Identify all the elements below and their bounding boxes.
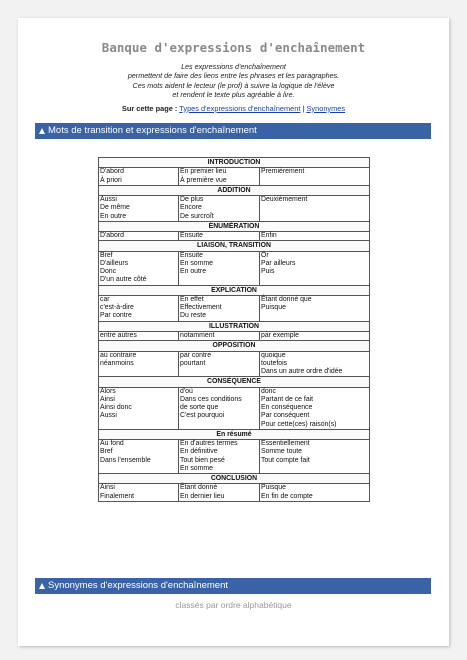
table-group-header: CONSÉQUENCE bbox=[99, 377, 370, 387]
table-cell bbox=[99, 196, 179, 222]
table-group-header-row bbox=[99, 221, 370, 231]
table-group-header-row bbox=[99, 321, 370, 331]
table-group-header-row bbox=[99, 429, 370, 439]
expression-item: Tout compte fait bbox=[261, 456, 310, 464]
expression-item: Ainsi bbox=[100, 395, 115, 403]
expression-item: D'un autre côté bbox=[100, 276, 147, 284]
section-title: Mots de transition et expressions d'enchaînement bbox=[48, 125, 257, 136]
expression-item: Pour cette(ces) raison(s) bbox=[261, 420, 337, 428]
expression-item: Puisque bbox=[261, 304, 286, 312]
expression-item: de sorte que bbox=[180, 404, 219, 412]
table-cell bbox=[260, 232, 370, 241]
table-group-header-row bbox=[99, 185, 370, 195]
expression-item: Étant donné bbox=[180, 484, 218, 492]
expression-item: En d'autres termes bbox=[180, 440, 238, 448]
expression-item: Partant de ce fait bbox=[261, 395, 314, 403]
section-subtitle: classés par ordre alphabétique bbox=[175, 600, 292, 610]
expression-item: Ensuite bbox=[180, 251, 203, 259]
expression-item: Étant donné que bbox=[261, 296, 312, 304]
expression-item: En fin de compte bbox=[261, 492, 313, 500]
table-group-header-row bbox=[99, 377, 370, 387]
table-group-header: INTRODUCTION bbox=[99, 158, 370, 168]
expression-item: En outre bbox=[180, 268, 207, 276]
table-row bbox=[99, 387, 370, 429]
expression-item: Encore bbox=[180, 204, 202, 212]
expression-item: D'abord bbox=[100, 232, 124, 240]
intro-line: Ces mots aident le lecteur (le prof) à suivre la logique de l'élève bbox=[132, 80, 335, 90]
table-group-header: LIAISON, TRANSITION bbox=[99, 241, 370, 251]
expression-item: À première vue bbox=[180, 176, 227, 184]
table-group-header: En résumé bbox=[99, 429, 370, 439]
table-cell bbox=[99, 387, 179, 429]
expression-item: De même bbox=[100, 204, 130, 212]
table-group-header-row bbox=[99, 285, 370, 295]
table-row bbox=[99, 332, 370, 341]
table-cell bbox=[179, 387, 260, 429]
expression-item: notamment bbox=[180, 332, 215, 340]
expression-item: par exemple bbox=[261, 332, 299, 340]
intro-text bbox=[18, 62, 449, 100]
expression-item: De surcroît bbox=[180, 212, 214, 220]
expression-item: Bref bbox=[100, 448, 113, 456]
page-title: Banque d'expressions d'enchaînement bbox=[101, 40, 366, 55]
expression-item: c'est-à-dire bbox=[100, 304, 134, 312]
expression-item: entre autres bbox=[100, 332, 137, 340]
expression-item: Dans un autre ordre d'idée bbox=[261, 368, 343, 376]
section-title: Synonymes d'expressions d'enchaînement bbox=[48, 580, 229, 591]
table-row bbox=[99, 168, 370, 185]
expression-item: Essentiellement bbox=[261, 440, 310, 448]
toc-link-synonymes[interactable]: Synonymes bbox=[306, 103, 346, 113]
table-cell bbox=[99, 232, 179, 241]
expression-item: En dernier lieu bbox=[180, 492, 225, 500]
table-cell bbox=[99, 251, 179, 285]
expression-item: Par contre bbox=[100, 312, 132, 320]
table-group-header: CONCLUSION bbox=[99, 473, 370, 483]
table-row bbox=[99, 484, 370, 501]
table-cell bbox=[179, 440, 260, 474]
table-cell bbox=[260, 251, 370, 285]
triangle-up-icon[interactable] bbox=[39, 583, 45, 589]
table-cell bbox=[260, 196, 370, 222]
document-page bbox=[18, 18, 449, 646]
expression-item: D'abord bbox=[100, 168, 124, 176]
table-group-header-row bbox=[99, 241, 370, 251]
table-row bbox=[99, 351, 370, 377]
expression-item: Dans ces conditions bbox=[180, 395, 242, 403]
toc-label: Sur cette page : bbox=[121, 103, 178, 113]
table-group-header: ILLUSTRATION bbox=[99, 321, 370, 331]
toc-separator: | bbox=[302, 103, 305, 113]
expression-item: Ensuite bbox=[180, 232, 203, 240]
table-group-header-row bbox=[99, 341, 370, 351]
table-row bbox=[99, 232, 370, 241]
expression-item: au contraire bbox=[100, 351, 137, 359]
table-row bbox=[99, 251, 370, 285]
expression-item: De plus bbox=[180, 196, 204, 204]
table-group-header: EXPLICATION bbox=[99, 285, 370, 295]
intro-line: Les expressions d'enchaînement bbox=[181, 62, 286, 71]
table-cell bbox=[260, 351, 370, 377]
table-cell bbox=[99, 332, 179, 341]
expression-item: Deuxièmement bbox=[261, 196, 308, 204]
page-toc bbox=[18, 104, 449, 113]
table-group-header: ÉNUMÉRATION bbox=[99, 221, 370, 231]
expression-item: donc bbox=[261, 387, 276, 395]
table-group-header: OPPOSITION bbox=[99, 341, 370, 351]
expression-item: En somme bbox=[180, 464, 213, 472]
expression-item: Du reste bbox=[180, 312, 207, 320]
expression-item: Au fond bbox=[100, 440, 124, 448]
expression-item: En somme bbox=[180, 260, 213, 268]
table-cell bbox=[260, 484, 370, 501]
expression-item: toutefois bbox=[261, 359, 288, 367]
table-cell bbox=[179, 251, 260, 285]
expression-item: C'est pourquoi bbox=[180, 412, 225, 420]
expression-item: quoique bbox=[261, 351, 286, 359]
table-cell bbox=[179, 484, 260, 501]
expression-item: Or bbox=[261, 251, 269, 259]
table-cell bbox=[179, 332, 260, 341]
expression-item: Finalement bbox=[100, 492, 135, 500]
triangle-up-icon[interactable] bbox=[39, 128, 45, 134]
expression-item: Par conséquent bbox=[261, 412, 310, 420]
table-cell bbox=[179, 296, 260, 322]
table-cell bbox=[260, 168, 370, 185]
table-row bbox=[99, 296, 370, 322]
expression-item: car bbox=[100, 296, 110, 304]
table-group-header-row bbox=[99, 158, 370, 168]
intro-line: permettent de faire des liens entre les phrases et les paragraphes. bbox=[127, 71, 340, 81]
table-cell bbox=[179, 168, 260, 185]
expression-item: Enfin bbox=[261, 232, 277, 240]
expression-item: Ainsi donc bbox=[100, 404, 132, 412]
table-cell bbox=[260, 440, 370, 474]
expression-item: d'où bbox=[180, 387, 193, 395]
table-group-header: ADDITION bbox=[99, 185, 370, 195]
table-row bbox=[99, 440, 370, 474]
expression-item: Dans l'ensemble bbox=[100, 456, 151, 464]
toc-link-types[interactable]: Types d'expressions d'enchaînement bbox=[179, 103, 301, 113]
expression-item: En conséquence bbox=[261, 404, 313, 412]
expression-item: Somme toute bbox=[261, 448, 302, 456]
expression-item: En premier lieu bbox=[180, 168, 227, 176]
expression-item: À priori bbox=[100, 176, 122, 184]
expressions-table bbox=[98, 157, 370, 502]
table-cell bbox=[260, 387, 370, 429]
expression-item: En effet bbox=[180, 296, 204, 304]
table-cell bbox=[99, 351, 179, 377]
expression-item: Tout bien pesé bbox=[180, 456, 225, 464]
expression-item: Bref bbox=[100, 251, 113, 259]
section-header-transitions bbox=[35, 123, 431, 139]
expression-item: néanmoins bbox=[100, 359, 134, 367]
section-header-synonymes bbox=[35, 578, 431, 594]
expression-item: Aussi bbox=[100, 412, 117, 420]
expression-item: En définitive bbox=[180, 448, 218, 456]
expression-item: Puisque bbox=[261, 484, 286, 492]
table-group-header-row bbox=[99, 473, 370, 483]
table-cell bbox=[99, 168, 179, 185]
expression-item: D'ailleurs bbox=[100, 260, 129, 268]
table-cell bbox=[99, 484, 179, 501]
table-cell bbox=[179, 232, 260, 241]
expression-item: Alors bbox=[100, 387, 116, 395]
expression-item: Par ailleurs bbox=[261, 260, 296, 268]
expression-item: Puis bbox=[261, 268, 275, 276]
table-cell bbox=[99, 440, 179, 474]
expression-item: Donc bbox=[100, 268, 117, 276]
expression-item: pourtant bbox=[180, 359, 206, 367]
table-cell bbox=[260, 296, 370, 322]
table-row bbox=[99, 196, 370, 222]
table-cell bbox=[260, 332, 370, 341]
expression-item: Ainsi bbox=[100, 484, 115, 492]
expression-item: Premièrement bbox=[261, 168, 305, 176]
table-cell bbox=[179, 196, 260, 222]
expression-item: Effectivement bbox=[180, 304, 222, 312]
intro-line: et rendent le texte plus agréable à lire. bbox=[172, 90, 295, 100]
expression-item: En outre bbox=[100, 212, 127, 220]
expression-item: par contre bbox=[180, 351, 212, 359]
table-cell bbox=[99, 296, 179, 322]
expression-item: Aussi bbox=[100, 196, 117, 204]
table-cell bbox=[179, 351, 260, 377]
